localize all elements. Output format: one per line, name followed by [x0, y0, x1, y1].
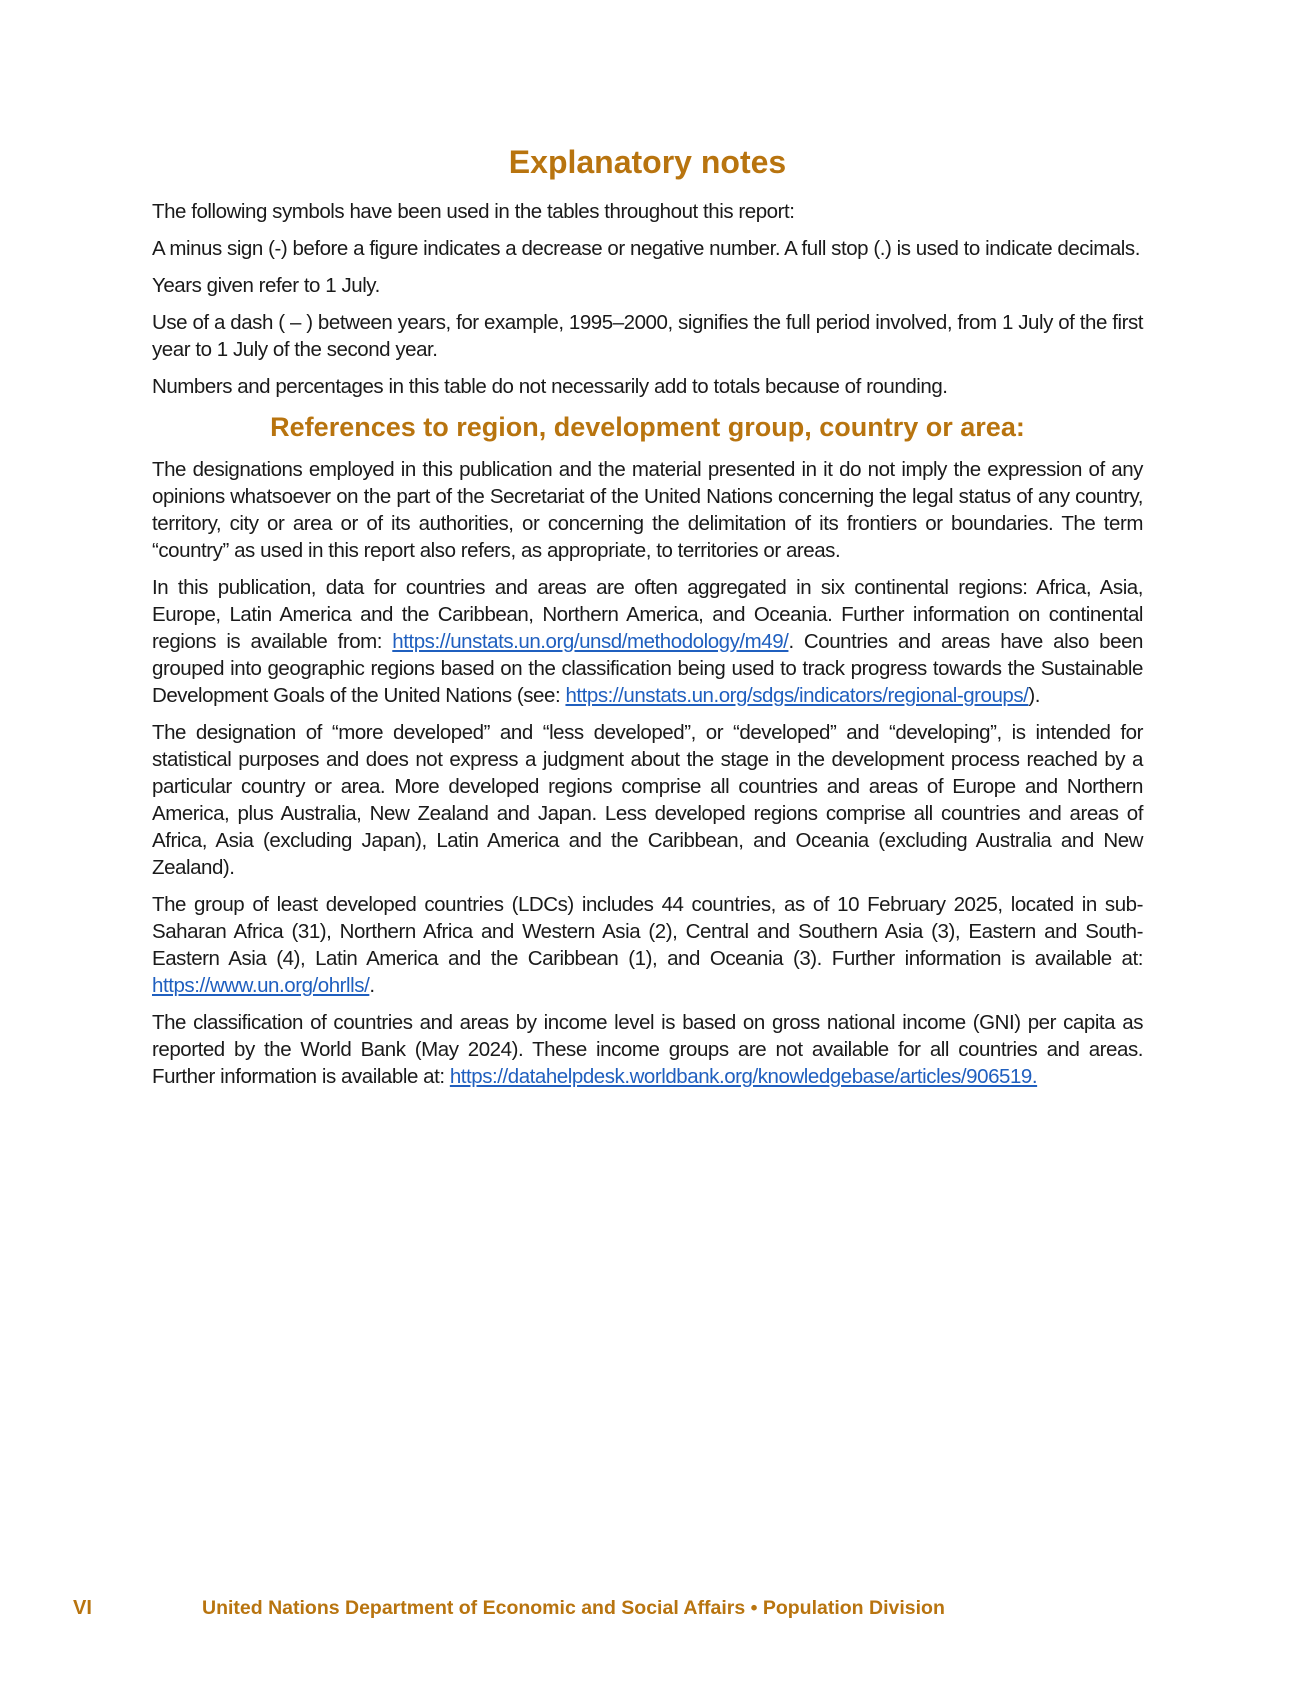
- paragraph-text: The group of least developed countries (LDCs) includes 44 countries, as of 10 February 2025, located in sub-Saharan Africa (31), Northern Africa and Western Asia (2), Central and Southern Asia (3), Eastern and South-Eastern Asia (4), Latin America and the Caribbean (1), and Oceania (3). Further information is available at:: [152, 893, 1143, 970]
- page-number: VI: [73, 1597, 92, 1619]
- paragraph-text: In this publication, data for countries and areas are often aggregated in six continental regions: Africa, Asia, Europe, Latin America and the Caribbean, Northern America, and Oceania. Further information on continental regions is available from:: [152, 576, 1143, 653]
- content-area: [152, 142, 1143, 1100]
- references-paragraph-development-designation: The designation of “more developed” and “less developed”, or “developed” and “developing”, is intended for statistical purposes and does not express a judgment about the stage in the development process reached by a particular country or area. More developed regions comprise all countries and areas of Europe and Northern America, plus Australia, New Zealand and Japan. Less developed regions comprise all countries and areas of Africa, Asia (excluding Japan), Latin America and the Caribbean, and Oceania (excluding Australia and New Zealand).: [152, 721, 1143, 879]
- intro-paragraph-dash: Use of a dash ( – ) between years, for example, 1995–2000, signifies the full period involved, from 1 July of the first year to 1 July of the second year.: [152, 311, 1143, 361]
- paragraph-text: . Countries and areas have also been grouped into geographic regions based on the classification being used to track progress towards the Sustainable Development Goals of the United Nations (see:: [152, 630, 1143, 707]
- footer-publisher-text: United Nations Department of Economic and Social Affairs • Population Division: [202, 1597, 945, 1619]
- intro-paragraph-symbols: The following symbols have been used in the tables throughout this report:: [152, 200, 795, 223]
- intro-paragraph-minus-sign: A minus sign (-) before a figure indicates a decrease or negative number. A full stop (.) is used to indicate decimals.: [152, 237, 1140, 260]
- ohrlls-link[interactable]: https://www.un.org/ohrlls/: [152, 974, 370, 997]
- references-paragraph-income-level: [152, 1009, 1143, 1090]
- page-title: Explanatory notes: [508, 144, 787, 180]
- m49-methodology-link[interactable]: https://unstats.un.org/unsd/methodology/m49/: [392, 630, 789, 653]
- intro-paragraph-rounding: Numbers and percentages in this table do not necessarily add to totals because of rounding.: [152, 375, 948, 398]
- paragraph-text: ).: [1028, 684, 1041, 707]
- references-paragraph-continental-regions: [152, 574, 1143, 709]
- page-footer: [0, 1595, 1300, 1625]
- worldbank-income-link[interactable]: https://datahelpdesk.worldbank.org/knowledgebase/articles/906519.: [449, 1065, 1038, 1088]
- references-paragraph-ldcs: [152, 891, 1143, 999]
- sdg-regional-groups-link[interactable]: https://unstats.un.org/sdgs/indicators/regional-groups/: [565, 684, 1029, 707]
- paragraph-text: .: [369, 974, 375, 997]
- paragraph-text: The classification of countries and areas by income level is based on gross national income (GNI) per capita as reported by the World Bank (May 2024). These income groups are not available for all countries and areas. Further information is available at:: [152, 1011, 1143, 1088]
- intro-paragraph-years: Years given refer to 1 July.: [152, 274, 380, 297]
- references-paragraph-designations: The designations employed in this publication and the material presented in it do not imply the expression of any opinions whatsoever on the part of the Secretariat of the United Nations concerning the legal status of any country, territory, city or area or of its authorities, or concerning the delimitation of its frontiers or boundaries. The term “country” as used in this report also refers, as appropriate, to territories or areas.: [152, 458, 1143, 562]
- references-heading: References to region, development group, country or area:: [270, 412, 1025, 442]
